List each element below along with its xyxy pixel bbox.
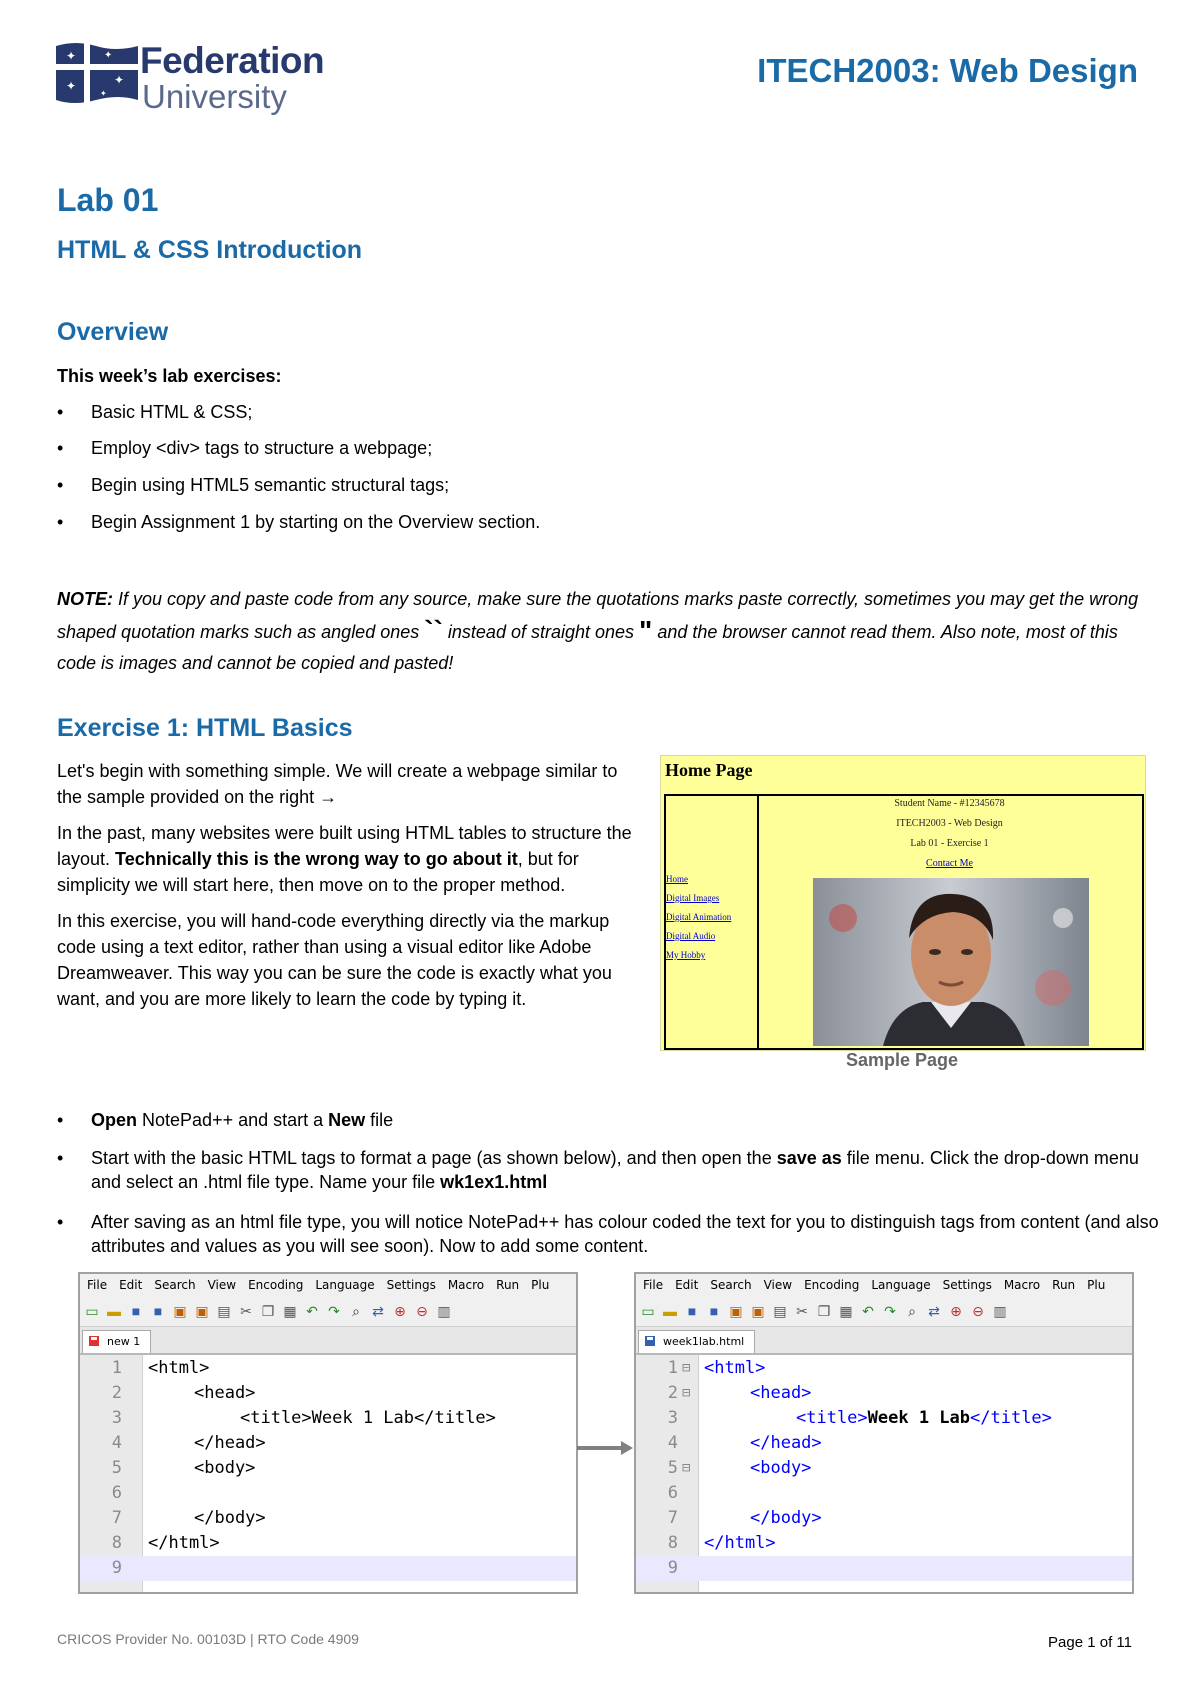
code-line (636, 1406, 1132, 1431)
code-line (636, 1531, 1132, 1556)
exercise1-paragraph-1: Let's begin with something simple. We will create a webpage similar to the sample provided on the right → (57, 761, 618, 807)
overview-intro: This week’s lab exercises: (57, 366, 282, 386)
code-line-current (80, 1556, 576, 1581)
find-icon: ⌕ (352, 1303, 360, 1319)
editor-toolbar (80, 1296, 576, 1327)
undo-icon: ↶ (862, 1303, 874, 1319)
step-text: After saving as an html file type, you will notice NotePad++ has colour coded the text for you to distinguish tags from content (and also attributes and values as you will see soon). Now to add some content. (91, 1212, 1159, 1256)
logo-word-federation: Federation (140, 40, 325, 81)
fold-minus-icon[interactable]: ⊟ (682, 1360, 691, 1376)
code-text: </html> (148, 1533, 220, 1553)
menu-run: Run (1052, 1278, 1076, 1292)
straight-quote-glyph: " (639, 615, 653, 646)
editor-tab-bar (636, 1327, 1132, 1355)
fold-minus-icon[interactable]: ⊟ (682, 1385, 691, 1401)
redo-icon: ↷ (328, 1303, 340, 1319)
zoom-out-icon: ⊖ (416, 1303, 428, 1319)
code-line (636, 1481, 1132, 1506)
code-line (80, 1456, 576, 1481)
line-number: 6 (667, 1483, 678, 1503)
sample-nav-link: Digital Images (666, 893, 720, 903)
svg-text:✦: ✦ (66, 49, 77, 63)
menu-plugins: Plu (531, 1278, 550, 1292)
copy-paste-note (57, 584, 1157, 679)
title-close-tag: </title> (414, 1408, 496, 1428)
overview-heading: Overview (57, 318, 169, 346)
document-page: ✦ ✦ ✦ ✦ ✦ Federation University ITECH2003: Web Design Lab 01 HTML & CSS Introduction Overview This week’s lab exercises: • Basic HTML & CSS; • Employ <div> tags to structure a webpage; • Begin using HTML5 semantic structural tags; • Begin Assignment 1 by starting on the Overview section. NOTE: If you copy and paste code from any source, make sure the quotations marks paste correctly, sometimes you may get the wrong shaped quotation marks such as angled ones `` instead of straight ones " and the browser cannot read them. Also note, most of this code is images and cannot be copied and pasted! Exercise 1: HTML Basics Let's begin with something simple. We will create a webpage similar to the sample provided on the right → In the past, many websites were built using HTML tables to structure the layout. Technically this is the wrong way to go about it, but for simplicity we will start here, then move on to the proper method. In this exercise, you will hand-code everything directly via the markup code using a text editor, rather than using a visual editor like Adobe Dreamweaver. This way you can be sure the code is exactly what you want, and you are more likely to learn the code by typing it. Home Page Student Name - #12345678 ITECH2003 - Web Design Lab 01 - Exercise 1 Contact Me Home Digital Images Digital Animation Digital Audio My Hobby Sample Page • Open NotePad++ and start a New file • Start with the basic HTML tags to format a page (as shown below), and then open the save as file menu. Click the drop-down menu and select an .html file type. Name your file wk1ex1.html • After saving as an html file type, you will notice NotePad++ has colour coded the text for you to distinguish tags from content (and also attributes and values as you will see soon). Now to add some content. File Edit Search View Encoding Language Settings Macro Run Plu ▭ ▬ ■ ■ ▣ ▣ ▤ ✂ ❐ ▦ ↶ ↷ ⌕ ⇄ ⊕ ⊖ ▥ new 1 1 <html> 2 <head> 3 <title>Week 1 Lab</title> 4 </head> 5 <body> 6 7 </body> 8 </html> 9 File Edit Search View Encoding Language Settings Macro Run Plu ▭ ▬ ■ ■ ▣ ▣ ▤ ✂ ❐ ▦ ↶ ↷ ⌕ ⇄ ⊕ ⊖ ▥ week1lab.html 1 ⊟ <html> 2 ⊟ <head> 3 <title>Week 1 Lab</title> 4 </head> 5 ⊟ <body> 6 7 </body> 8 </html> 9 CRICOS Provider No. 00103D | RTO Code 4909 Page 1 of 11 (0, 0, 1200, 1698)
exercise1-paragraph-3: In this exercise, you will hand-code everything directly via the markup code using a text editor, rather than using a visual editor like Adobe Dreamweaver. This way you can be sure the code is exactly what you want, and you are more likely to learn the code by typing it. (57, 911, 612, 1009)
sample-nav-link: Home (666, 874, 688, 884)
sample-header-line: Lab 01 - Exercise 1 (910, 838, 989, 849)
sample-page-title: Home Page (665, 760, 753, 780)
new-file-icon: ▭ (85, 1303, 99, 1319)
p2-bold: Technically this is the wrong way to go about it (115, 849, 518, 869)
code-text: <head> (750, 1383, 812, 1403)
code-line (80, 1481, 576, 1506)
paste-icon: ▦ (283, 1303, 297, 1319)
save-all-icon: ■ (153, 1303, 163, 1319)
page-number: Page 1 of 11 (1048, 1634, 1132, 1651)
zoom-in-icon: ⊕ (394, 1303, 406, 1319)
menu-encoding: Encoding (804, 1278, 860, 1292)
code-line (636, 1356, 1132, 1381)
federation-university-logo (56, 42, 326, 114)
line-number: 3 (111, 1408, 122, 1428)
code-text: </body> (194, 1508, 266, 1528)
cut-icon: ✂ (240, 1303, 252, 1319)
code-text: </html> (704, 1533, 776, 1553)
code-line (636, 1431, 1132, 1456)
print-icon: ▤ (773, 1303, 787, 1319)
note-text-3: and the browser cannot read them. Also note, most of this code is images and cannot be copied and pasted! (57, 622, 1118, 673)
step1-text-end: file (365, 1110, 394, 1130)
editor-toolbar (636, 1296, 1132, 1327)
unsaved-file-icon (88, 1335, 100, 1347)
code-line (636, 1456, 1132, 1481)
save-icon: ■ (687, 1303, 697, 1319)
line-number: 6 (111, 1483, 122, 1503)
page-subtitle: HTML & CSS Introduction (57, 236, 363, 264)
step2-text: Start with the basic HTML tags to format a page (as shown below), and then open the (91, 1148, 777, 1168)
code-line (80, 1406, 576, 1431)
svg-text:✦: ✦ (100, 89, 107, 98)
code-line (80, 1431, 576, 1456)
editor-tab-new1[interactable] (82, 1330, 151, 1353)
code-line (80, 1356, 576, 1381)
menu-edit: Edit (675, 1278, 699, 1292)
find-icon: ⌕ (908, 1303, 916, 1319)
editor-tab-bar (80, 1327, 576, 1355)
menu-view: View (207, 1278, 237, 1292)
title-close-tag: </title> (970, 1408, 1052, 1428)
open-folder-icon: ▬ (107, 1303, 121, 1319)
line-number: 5 (667, 1458, 678, 1478)
note-label: NOTE: (57, 589, 113, 609)
code-text: <body> (750, 1458, 812, 1478)
menu-macro: Macro (447, 1278, 485, 1292)
footer-provider-info: CRICOS Provider No. 00103D | RTO Code 4909 (57, 1631, 359, 1647)
sample-page-image (660, 755, 1146, 1051)
close-icon: ▣ (173, 1303, 187, 1319)
sample-divider (759, 794, 1140, 796)
menu-search: Search (710, 1278, 752, 1292)
sample-contact-link: Contact Me (926, 858, 973, 869)
step1-new: New (328, 1110, 366, 1130)
new-file-icon: ▭ (641, 1303, 655, 1319)
line-number: 8 (667, 1533, 678, 1553)
close-all-icon: ▣ (195, 1303, 209, 1319)
step1-open: Open (91, 1110, 138, 1130)
code-line (636, 1381, 1132, 1406)
tab-label: week1lab.html (663, 1335, 745, 1348)
menu-language: Language (871, 1278, 931, 1292)
code-line (636, 1506, 1132, 1531)
zoom-out-icon: ⊖ (972, 1303, 984, 1319)
exercise1-paragraph-2 (57, 820, 647, 898)
replace-icon: ⇄ (372, 1303, 384, 1319)
cut-icon: ✂ (796, 1303, 808, 1319)
menu-macro: Macro (1003, 1278, 1041, 1292)
menu-plugins: Plu (1087, 1278, 1106, 1292)
step2-text-2: file menu. Click the drop-down menu and select an .html file type. Name your file (91, 1148, 1139, 1192)
line-number: 2 (667, 1383, 678, 1403)
bullet-text: Begin Assignment 1 by starting on the Overview section. (91, 512, 541, 532)
step-text (91, 1108, 1171, 1132)
line-number: 9 (667, 1558, 678, 1578)
course-title: ITECH2003: Web Design (757, 52, 1138, 89)
menu-run: Run (496, 1278, 520, 1292)
menu-settings: Settings (386, 1278, 436, 1292)
portrait-photo (813, 878, 1089, 1046)
line-number: 1 (667, 1358, 678, 1378)
angled-quote-glyph: `` (424, 615, 443, 646)
line-number: 5 (111, 1458, 122, 1478)
copy-icon: ❐ (817, 1303, 831, 1319)
menu-view: View (763, 1278, 793, 1292)
save-all-icon: ■ (709, 1303, 719, 1319)
notepad-screenshot-left (78, 1272, 578, 1594)
menu-encoding: Encoding (248, 1278, 304, 1292)
line-number: 2 (111, 1383, 122, 1403)
title-content: Week 1 Lab (867, 1408, 971, 1428)
exercise1-heading: Exercise 1: HTML Basics (57, 714, 353, 742)
bullet-text: Begin using HTML5 semantic structural tags; (91, 475, 450, 495)
svg-text:✦: ✦ (104, 50, 113, 61)
paste-icon: ▦ (839, 1303, 853, 1319)
open-folder-icon: ▬ (663, 1303, 677, 1319)
menu-settings: Settings (942, 1278, 992, 1292)
close-all-icon: ▣ (751, 1303, 765, 1319)
line-number: 7 (667, 1508, 678, 1528)
undo-icon: ↶ (306, 1303, 318, 1319)
step2-save-as: save as (776, 1148, 842, 1168)
sample-header-line: Student Name - #12345678 (894, 798, 1005, 809)
save-icon: ■ (131, 1303, 141, 1319)
code-text: <html> (148, 1358, 210, 1378)
step2-filename: wk1ex1.html (440, 1172, 548, 1192)
page-title: Lab 01 (57, 182, 159, 218)
print-icon: ▤ (217, 1303, 231, 1319)
sample-nav-link: Digital Audio (666, 931, 716, 941)
saved-file-icon (644, 1335, 656, 1347)
code-text: <body> (194, 1458, 256, 1478)
exercise1-intro (57, 758, 647, 1022)
copy-icon: ❐ (261, 1303, 275, 1319)
line-number: 3 (667, 1408, 678, 1428)
note-text-1: If you copy and paste code from any source, make sure the quotations marks paste correctly, sometimes you may get the wrong shaped quotation marks such as angled ones (57, 589, 1139, 642)
menu-file: File (643, 1278, 664, 1292)
logo-flag-icon (56, 42, 138, 106)
code-line (80, 1506, 576, 1531)
line-number: 7 (111, 1508, 122, 1528)
line-number: 9 (111, 1558, 122, 1578)
p2-text-a: In the past, many websites were built using HTML tables to structure the layout. (57, 823, 632, 869)
menu-file: File (87, 1278, 108, 1292)
svg-text:✦: ✦ (114, 73, 125, 87)
fold-minus-icon[interactable]: ⊟ (682, 1460, 691, 1476)
step1-text: NotePad++ and start a (137, 1110, 329, 1130)
sync-icon: ▥ (993, 1303, 1007, 1319)
sample-nav-link: Digital Animation (666, 912, 732, 922)
p2-text-c: , but for simplicity we will start here, then move on to the proper method. (57, 849, 579, 895)
tab-label: new 1 (107, 1335, 141, 1348)
code-text (240, 1406, 496, 1431)
step-text (91, 1146, 1171, 1194)
bullet-text: Employ <div> tags to structure a webpage; (91, 438, 433, 458)
editor-tab-week1lab[interactable] (638, 1330, 755, 1353)
title-open-tag: <title> (240, 1408, 312, 1428)
sync-icon: ▥ (437, 1303, 451, 1319)
title-content: Week 1 Lab (311, 1408, 415, 1428)
editor-menu-bar (636, 1274, 1132, 1296)
code-text (796, 1406, 1052, 1431)
menu-search: Search (154, 1278, 196, 1292)
code-text: <head> (194, 1383, 256, 1403)
code-text: </head> (194, 1433, 266, 1453)
code-text: </body> (750, 1508, 822, 1528)
close-icon: ▣ (729, 1303, 743, 1319)
menu-language: Language (315, 1278, 375, 1292)
line-number: 4 (667, 1433, 678, 1453)
redo-icon: ↷ (884, 1303, 896, 1319)
sample-nav-link: My Hobby (666, 950, 706, 960)
sample-page-caption: Sample Page (845, 1050, 959, 1070)
line-number: 4 (111, 1433, 122, 1453)
zoom-in-icon: ⊕ (950, 1303, 962, 1319)
line-number: 1 (111, 1358, 122, 1378)
sample-header-line: ITECH2003 - Web Design (896, 818, 1003, 829)
menu-edit: Edit (119, 1278, 143, 1292)
code-text: </head> (750, 1433, 822, 1453)
logo-word-university: University (142, 78, 287, 115)
bullet-text: Basic HTML & CSS; (91, 402, 253, 422)
title-open-tag: <title> (796, 1408, 868, 1428)
code-line (80, 1381, 576, 1406)
line-number: 8 (111, 1533, 122, 1553)
code-text: <html> (704, 1358, 766, 1378)
code-line-current (636, 1556, 1132, 1581)
editor-menu-bar (80, 1274, 576, 1296)
note-text-2: instead of straight ones (442, 622, 640, 642)
replace-icon: ⇄ (928, 1303, 940, 1319)
code-line (80, 1531, 576, 1556)
svg-text:✦: ✦ (66, 79, 77, 93)
notepad-screenshot-right (634, 1272, 1134, 1594)
right-arrow-icon (577, 1440, 633, 1456)
sample-divider (757, 794, 759, 1048)
